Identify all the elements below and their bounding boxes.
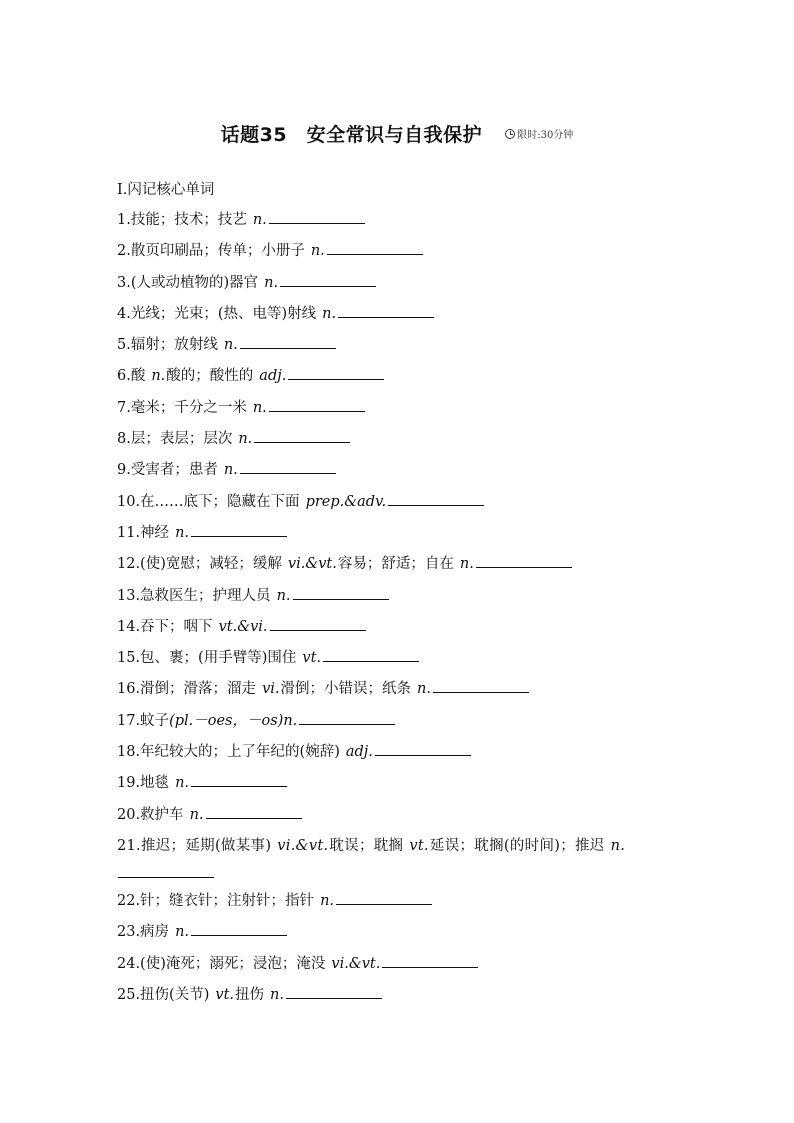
item-text: 延误；耽搁(的时间)；推迟: [429, 837, 605, 854]
part-of-speech: (pl.－oes，－os)n.: [169, 712, 298, 729]
vocab-item: [117, 981, 682, 1012]
vocab-item: [117, 644, 682, 675]
answer-blank[interactable]: [118, 863, 214, 878]
vocab-item: [117, 362, 682, 393]
vocab-item: [117, 918, 682, 949]
item-text: 9.受害者；患者: [117, 462, 218, 479]
item-text: 1.技能；技术；技艺: [117, 212, 247, 228]
item-text: 18.年纪较大的；上了年纪的(婉辞): [117, 744, 340, 761]
part-of-speech: vt.: [215, 986, 235, 1003]
vocab-item: [117, 425, 682, 456]
part-of-speech: n.: [175, 924, 190, 941]
vocab-item: [117, 675, 682, 706]
part-of-speech: vt.: [409, 837, 429, 854]
part-of-speech: vi.&vt.: [331, 955, 381, 972]
item-text: 15.包、裹；(用手臂等)围住: [117, 650, 297, 667]
item-text: 11.神经: [117, 524, 170, 541]
item-text: 12.(使)宽慰；减轻；缓解: [117, 556, 282, 573]
answer-blank[interactable]: [191, 522, 287, 537]
item-text: 24.(使)淹死；溺死；浸泡；淹没: [117, 955, 326, 972]
part-of-speech: n.: [417, 681, 431, 698]
answer-blank[interactable]: [269, 209, 365, 224]
item-text: 5.辐射；放射线: [117, 337, 218, 354]
answer-blank[interactable]: [299, 710, 395, 725]
part-of-speech: n.: [264, 274, 279, 291]
part-of-speech: n.: [175, 524, 190, 541]
item-text: 6.酸: [117, 368, 146, 385]
answer-blank[interactable]: [269, 397, 365, 412]
part-of-speech: prep.&adv.: [305, 493, 387, 510]
answer-blank[interactable]: [336, 890, 432, 905]
item-text: 3.(人或动植物的)器官: [117, 274, 259, 291]
answer-blank[interactable]: [254, 428, 350, 443]
part-of-speech: n.: [459, 556, 474, 573]
part-of-speech: n.: [270, 986, 284, 1003]
answer-blank[interactable]: [433, 678, 529, 693]
item-text: 21.推迟；延期(做某事): [117, 837, 272, 854]
section-heading: [117, 178, 214, 199]
page-title: 话题35 安全常识与自我保护: [220, 124, 483, 146]
answer-blank[interactable]: [240, 459, 336, 474]
answer-blank[interactable]: [191, 921, 287, 936]
vocab-item: [117, 738, 682, 769]
vocab-item: [117, 832, 682, 887]
answer-blank[interactable]: [382, 953, 478, 968]
vocab-item: [117, 613, 682, 644]
answer-blank[interactable]: [191, 772, 287, 787]
item-text: 20.救护车: [117, 806, 184, 823]
part-of-speech: n.: [223, 462, 238, 479]
answer-blank[interactable]: [280, 272, 376, 287]
vocab-item: [117, 394, 682, 425]
part-of-speech: n.: [238, 431, 253, 448]
vocab-item: [117, 488, 682, 519]
part-of-speech: n.: [223, 337, 238, 354]
item-text: 4.光线；光束；(热、电等)射线: [117, 305, 317, 322]
vocab-item: [117, 801, 682, 832]
answer-blank[interactable]: [338, 303, 434, 318]
item-text: 22.针；缝衣针；注射针；指针: [117, 892, 315, 909]
item-text: 10.在……底下；隐藏在下面: [117, 493, 300, 510]
section-label: .闪记核心单词: [122, 182, 215, 198]
answer-blank[interactable]: [240, 334, 336, 349]
item-text: 17.蚊子: [117, 712, 170, 729]
answer-blank[interactable]: [270, 616, 366, 631]
vocab-item: [117, 269, 682, 300]
answer-blank[interactable]: [476, 553, 572, 568]
item-text: 14.吞下；咽下: [117, 618, 213, 635]
part-of-speech: vi.&vt.: [277, 837, 329, 854]
vocab-item: [117, 769, 682, 800]
time-limit: [505, 126, 573, 141]
answer-blank[interactable]: [293, 585, 389, 600]
time-limit-text: 限时:30分钟: [517, 130, 574, 141]
part-of-speech: n.: [276, 587, 291, 604]
vocabulary-list: [117, 206, 682, 1012]
answer-blank[interactable]: [323, 647, 419, 662]
part-of-speech: n.: [610, 837, 626, 854]
part-of-speech: vi.: [262, 681, 280, 698]
vocab-item: [117, 887, 682, 918]
vocab-item: [117, 950, 682, 981]
item-text: 2.散页印刷品；传单；小册子: [117, 243, 305, 260]
answer-blank[interactable]: [388, 491, 484, 506]
item-text: 23.病房: [117, 924, 170, 941]
part-of-speech: adj.: [345, 744, 373, 761]
answer-blank[interactable]: [286, 984, 382, 999]
part-of-speech: vt.: [302, 650, 322, 667]
part-of-speech: adj.: [259, 368, 287, 385]
part-of-speech: n.: [320, 892, 335, 909]
vocab-item: [117, 707, 682, 738]
part-of-speech: n.: [151, 368, 166, 385]
vocab-item: [117, 237, 682, 268]
vocab-item: [117, 206, 682, 237]
title-row: [0, 120, 794, 147]
part-of-speech: n.: [252, 399, 267, 416]
item-text: 耽误；耽搁: [329, 837, 404, 854]
item-text: 酸的；酸性的: [166, 368, 254, 385]
item-text: 19.地毯: [117, 775, 170, 792]
clock-icon: [505, 129, 515, 139]
answer-blank[interactable]: [327, 240, 423, 255]
part-of-speech: n.: [322, 305, 337, 322]
answer-blank[interactable]: [288, 365, 384, 380]
part-of-speech: n.: [310, 243, 325, 260]
vocab-item: [117, 331, 682, 362]
answer-blank[interactable]: [206, 804, 302, 819]
part-of-speech: n.: [189, 806, 204, 823]
vocab-item: [117, 550, 682, 581]
item-text: 滑倒；小错误；纸条: [280, 681, 412, 698]
item-text: 7.毫米；千分之一米: [117, 399, 247, 416]
item-text: 8.层；表层；层次: [117, 431, 233, 448]
part-of-speech: n.: [175, 775, 190, 792]
part-of-speech: vt.&vi.: [218, 618, 268, 635]
item-text: 13.急救医生；护理人员: [117, 587, 271, 604]
part-of-speech: vi.&vt.: [287, 556, 337, 573]
part-of-speech: n.: [252, 212, 267, 228]
vocab-item: [117, 300, 682, 331]
item-text: 容易；舒适；自在: [337, 556, 454, 573]
vocab-item: [117, 582, 682, 613]
item-text: 扭伤: [235, 986, 265, 1003]
section-number: Ⅰ: [117, 182, 123, 198]
vocab-item: [117, 519, 682, 550]
answer-blank[interactable]: [375, 741, 471, 756]
vocab-item: [117, 456, 682, 487]
item-text: 25.扭伤(关节): [117, 986, 210, 1003]
item-text: 16.滑倒；滑落；溜走: [117, 681, 257, 698]
